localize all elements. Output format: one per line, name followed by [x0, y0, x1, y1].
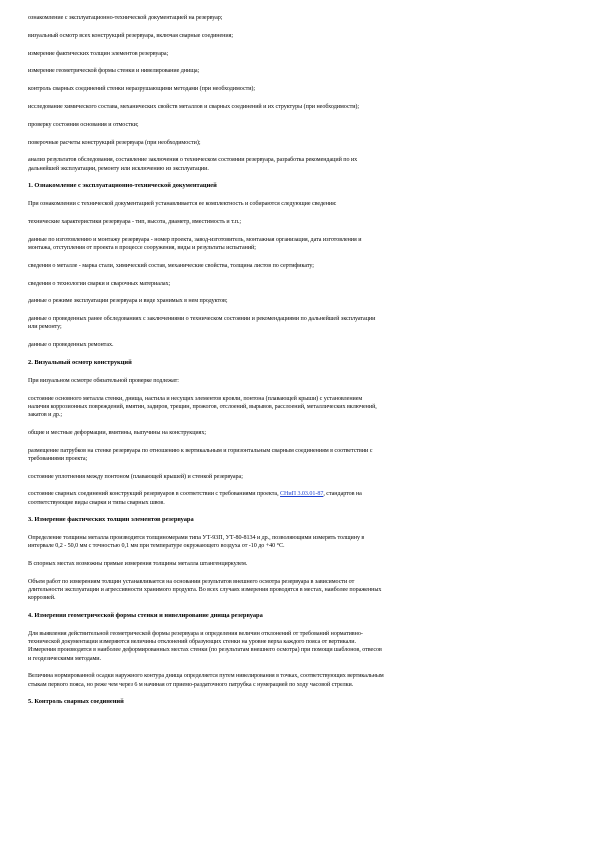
paragraph-line: закатов и др.;	[28, 411, 63, 418]
snip-reference-link[interactable]: СНиП 3.03.01-87	[280, 491, 324, 498]
document-page	[28, 14, 568, 716]
section-heading: 2. Визуальный осмотр конструкций	[28, 358, 132, 366]
text-run: состояние сварных соединений конструкций резервуаров в соответствии с требованиями проекта,	[28, 491, 281, 498]
paragraph-line: данные о проведенных ранее обследованиях с заключениями о техническом состоянии и рекомендациями по дальнейшей эксплуатации	[28, 316, 376, 323]
paragraph-line: дальнейшей эксплуатации, ремонту или исключению из эксплуатации.	[28, 165, 209, 172]
paragraph: контроль сварных соединений стенки неразрушающими методами (при необходимости);	[28, 86, 256, 93]
paragraph: визуальный осмотр всех конструкций резервуара, включая сварные соединения;	[28, 32, 233, 39]
paragraph-line: и геодезическими методами.	[28, 655, 101, 662]
paragraph-line: Измерения производятся в наиболее деформированных местах стенки (по результатам внешнего осмотра) при помощи шаблонов, отвесов	[28, 647, 382, 654]
paragraph	[28, 672, 568, 688]
paragraph	[28, 447, 568, 463]
paragraph: данные о проведенных ремонтах.	[28, 342, 114, 349]
paragraph: проверку состояния основания и отмостки;	[28, 121, 139, 128]
paragraph: исследование химического состава, механических свойств металлов и сварных соединений и их структуры (при необходимости);	[28, 103, 360, 110]
paragraph: При визуальном осмотре обязательной проверке подлежат:	[28, 377, 179, 384]
paragraph: сведения о металле - марка стали, химический состав, механические свойства, толщина листов по сертификату;	[28, 262, 314, 269]
paragraph: сведения о технологии сварки и сварочных материалах;	[28, 280, 171, 287]
paragraph: ознакомление с эксплуатационно-технической документацией на резервуар;	[28, 15, 223, 21]
paragraph-line: состояние основного металла стенки, днища, настила и несущих элементов кровли, понтона (плавающей крыши) с установлением	[28, 395, 363, 402]
section-heading: 1. Ознакомление с эксплуатационно-технической документацией	[28, 182, 217, 190]
paragraph: технические характеристики резервуара - тип, высота, диаметр, вместимость и т.п.;	[28, 218, 242, 225]
paragraph: данные о режиме эксплуатации резервуара и виде хранимых в нем продуктов;	[28, 298, 228, 305]
paragraph	[28, 578, 568, 603]
paragraph: общие и местные деформации, вмятины, выпучины на конструкциях;	[28, 429, 207, 436]
section-heading: 4. Измерения геометрической формы стенки и нивелирование днища резервуара	[28, 612, 263, 620]
paragraph: При ознакомлении с технической документацией устанавливается ее комплектность и собираются следующие сведения:	[28, 201, 337, 208]
paragraph	[28, 490, 568, 506]
paragraph-line: технической документации измеряются величины отклонений образующих стенки на уровне верха каждого пояса от вертикали.	[28, 639, 356, 646]
paragraph-line: данные по изготовлению и монтажу резервуара - номер проекта, завод-изготовитель, монтажная организация, дата изготовления и	[28, 236, 362, 243]
paragraph: измерение фактических толщин элементов резервуара;	[28, 50, 169, 57]
paragraph-line: Для выявления действительной геометрической формы резервуара и определения величин отклонений от требований нормативно-	[28, 630, 363, 637]
paragraph-line	[28, 490, 568, 498]
paragraph-line: длительности эксплуатации и агрессивности хранимого продукта. Во всех случаях измерения проводятся в местах, наиболее пораженных	[28, 587, 382, 594]
paragraph-line: Объем работ по измерениям толщин устанавливается на основании результатов внешнего осмотра резервуара в зависимости от	[28, 578, 355, 585]
paragraph: В спорных местах возможны прямые измерения толщины металла штангенциркулем.	[28, 561, 248, 568]
paragraph: измерение геометрической формы стенки и нивелирование днища;	[28, 68, 200, 75]
text-run: , стандартов на	[323, 491, 362, 498]
paragraph	[28, 395, 568, 420]
paragraph-line: соответствующие виды сварки и типы сварных швов.	[28, 499, 165, 506]
paragraph	[28, 534, 568, 550]
paragraph	[28, 630, 568, 663]
section-heading: 3. Измерение фактических толщин элементов резервуара	[28, 516, 194, 524]
paragraph-line: стыкам первого пояса, но реже чем через 6 м начиная от приемо-раздаточного патрубка с нумерацией по ходу часовой стрелки.	[28, 681, 354, 688]
paragraph-line: монтажа, отступления от проекта в процессе сооружения, виды и результаты испытаний;	[28, 244, 256, 251]
section-heading: 5. Контроль сварных соединений	[28, 698, 124, 706]
paragraph-line: анализ результатов обследования, составление заключения о техническом состоянии резервуара, разработка рекомендаций по их	[28, 157, 358, 164]
paragraph-line: требованиями проекта;	[28, 455, 88, 462]
paragraph-line: размещение патрубков на стенке резервуара по отношению к вертикальным и горизонтальным сварным соединениям в соответствии с	[28, 447, 373, 454]
paragraph-line: Определение толщины металла производится толщиномерами типа УТ-93П, УТ-80-8134 и др., позволяющими измерять толщину в	[28, 535, 365, 542]
paragraph: состояние уплотнения между понтоном (плавающей крышей) и стенкой резервуара;	[28, 473, 243, 480]
paragraph-line: или ремонту;	[28, 324, 62, 331]
paragraph	[28, 236, 568, 252]
paragraph-line: Величина нормированной осадки наружного контура днища определяется путем нивелирования в точках, соответствующих вертикальным	[28, 673, 384, 680]
paragraph-line: интервале 0,2 - 50,0 мм с точностью 0,1 мм при температуре окружающего воздуха от -10 до +40 °С.	[28, 543, 285, 550]
paragraph	[28, 315, 568, 331]
paragraph: поверочные расчеты конструкций резервуара (при необходимости);	[28, 139, 201, 146]
paragraph	[28, 156, 568, 172]
paragraph-line: коррозией.	[28, 595, 56, 602]
paragraph-line: наличия коррозионных повреждений, вмятин, задиров, трещин, прожогов, отслоений, вырывов, расслоений, металлических включений,	[28, 403, 377, 410]
